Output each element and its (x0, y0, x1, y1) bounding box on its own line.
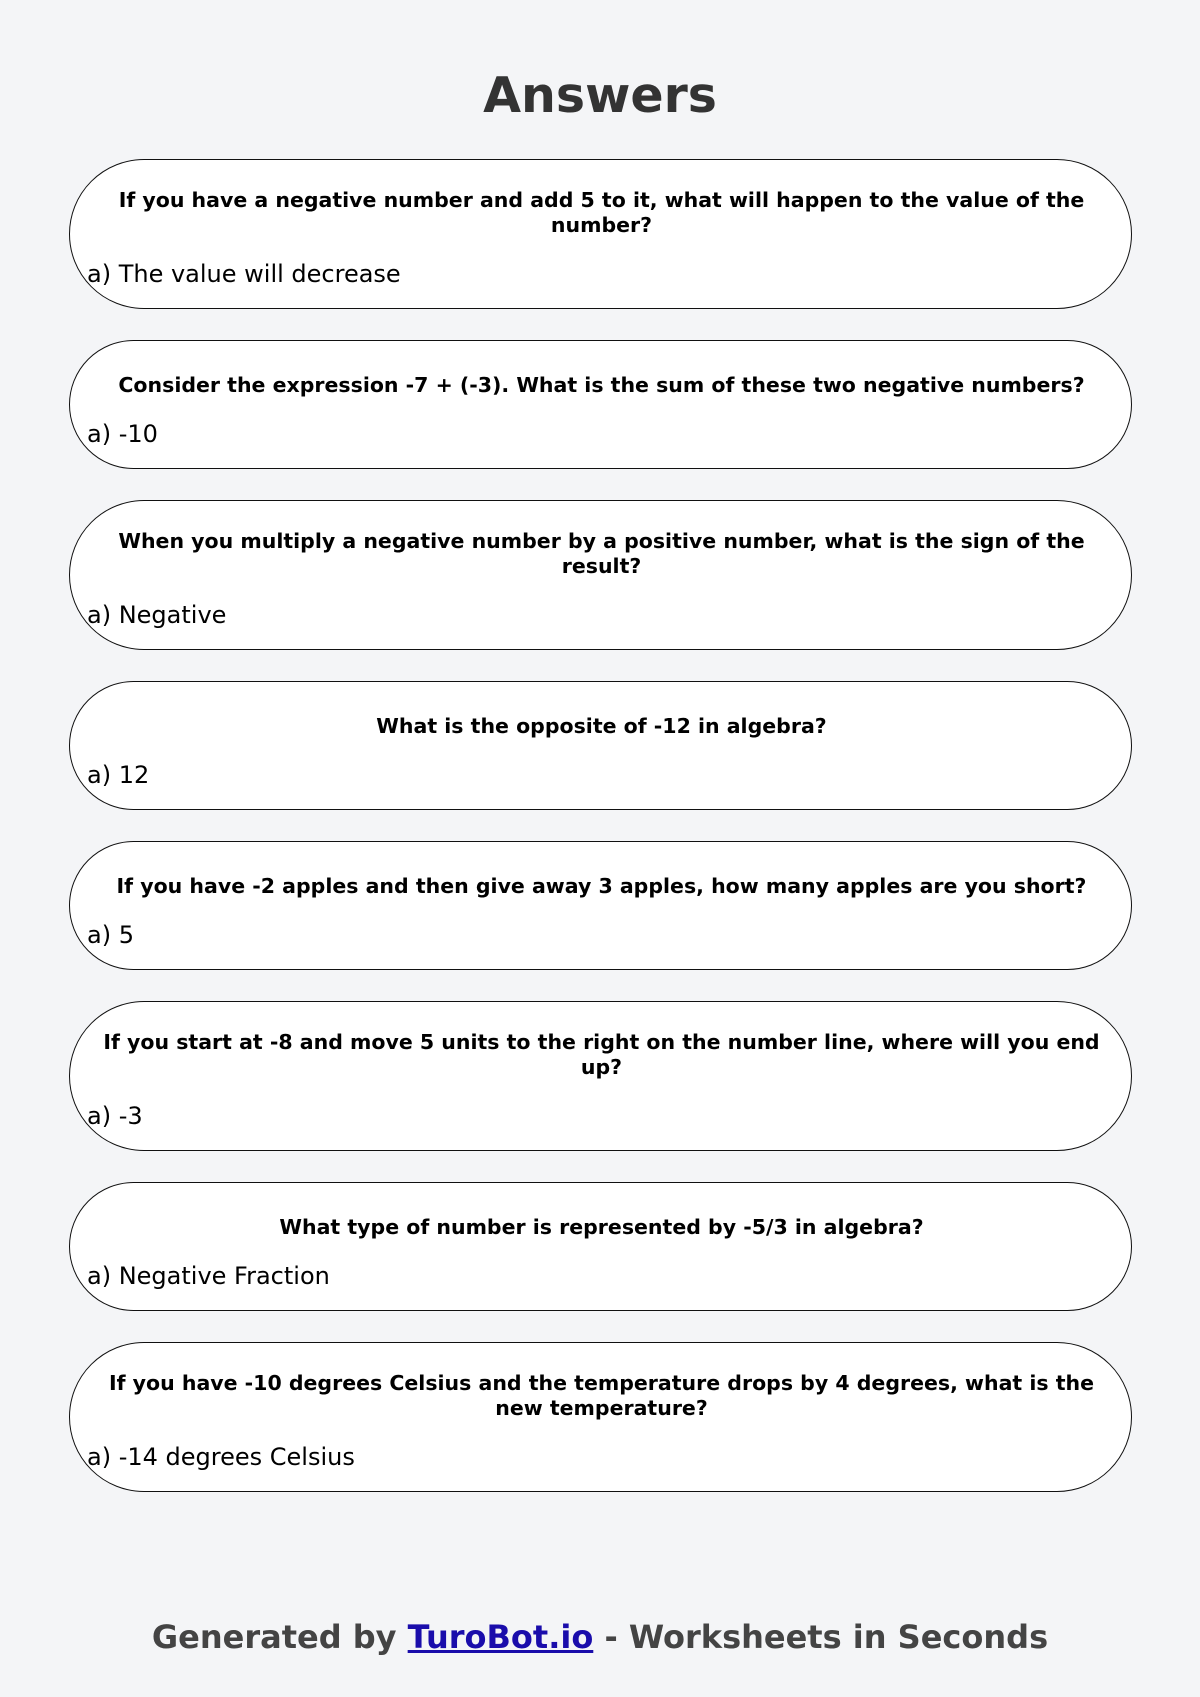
answer-card-8 (69, 1342, 1132, 1492)
answer-text: a) 5 (87, 921, 134, 949)
footer-prefix: Generated by (151, 1618, 408, 1656)
question-text: What type of number is represented by -5/3 in algebra? (279, 1215, 924, 1239)
turobot-link[interactable]: TuroBot.io (407, 1618, 594, 1656)
footer (0, 1617, 1200, 1657)
answer-text: a) -14 degrees Celsius (87, 1443, 355, 1471)
answer-text: a) Negative Fraction (87, 1262, 330, 1290)
answer-card-4 (69, 681, 1132, 810)
answer-card-7 (69, 1182, 1132, 1311)
answer-text: a) -10 (87, 420, 158, 448)
answer-card-6 (69, 1001, 1132, 1151)
question-text: If you have a negative number and add 5 to it, what will happen to the value of the number? (118, 188, 1085, 237)
answer-list (69, 159, 1132, 1523)
answer-text: a) The value will decrease (87, 260, 401, 288)
question-text: Consider the expression -7 + (-3). What is the sum of these two negative numbers? (118, 373, 1085, 397)
answer-card-5 (69, 841, 1132, 970)
answer-card-1 (69, 159, 1132, 309)
answer-card-2 (69, 340, 1132, 469)
answer-text: a) -3 (87, 1102, 143, 1130)
question-text: If you have -2 apples and then give away 3 apples, how many apples are you short? (116, 874, 1087, 898)
question-text: What is the opposite of -12 in algebra? (376, 714, 827, 738)
question-text: When you multiply a negative number by a positive number, what is the sign of the result? (118, 529, 1085, 578)
question-text: If you have -10 degrees Celsius and the temperature drops by 4 degrees, what is the new temperature? (108, 1371, 1095, 1420)
answer-text: a) Negative (87, 601, 227, 629)
answer-text: a) 12 (87, 761, 150, 789)
question-text: If you start at -8 and move 5 units to the right on the number line, where will you end up? (103, 1030, 1100, 1079)
footer-suffix: - Worksheets in Seconds (593, 1618, 1049, 1656)
answer-card-3 (69, 500, 1132, 650)
page-title: Answers (483, 67, 717, 124)
